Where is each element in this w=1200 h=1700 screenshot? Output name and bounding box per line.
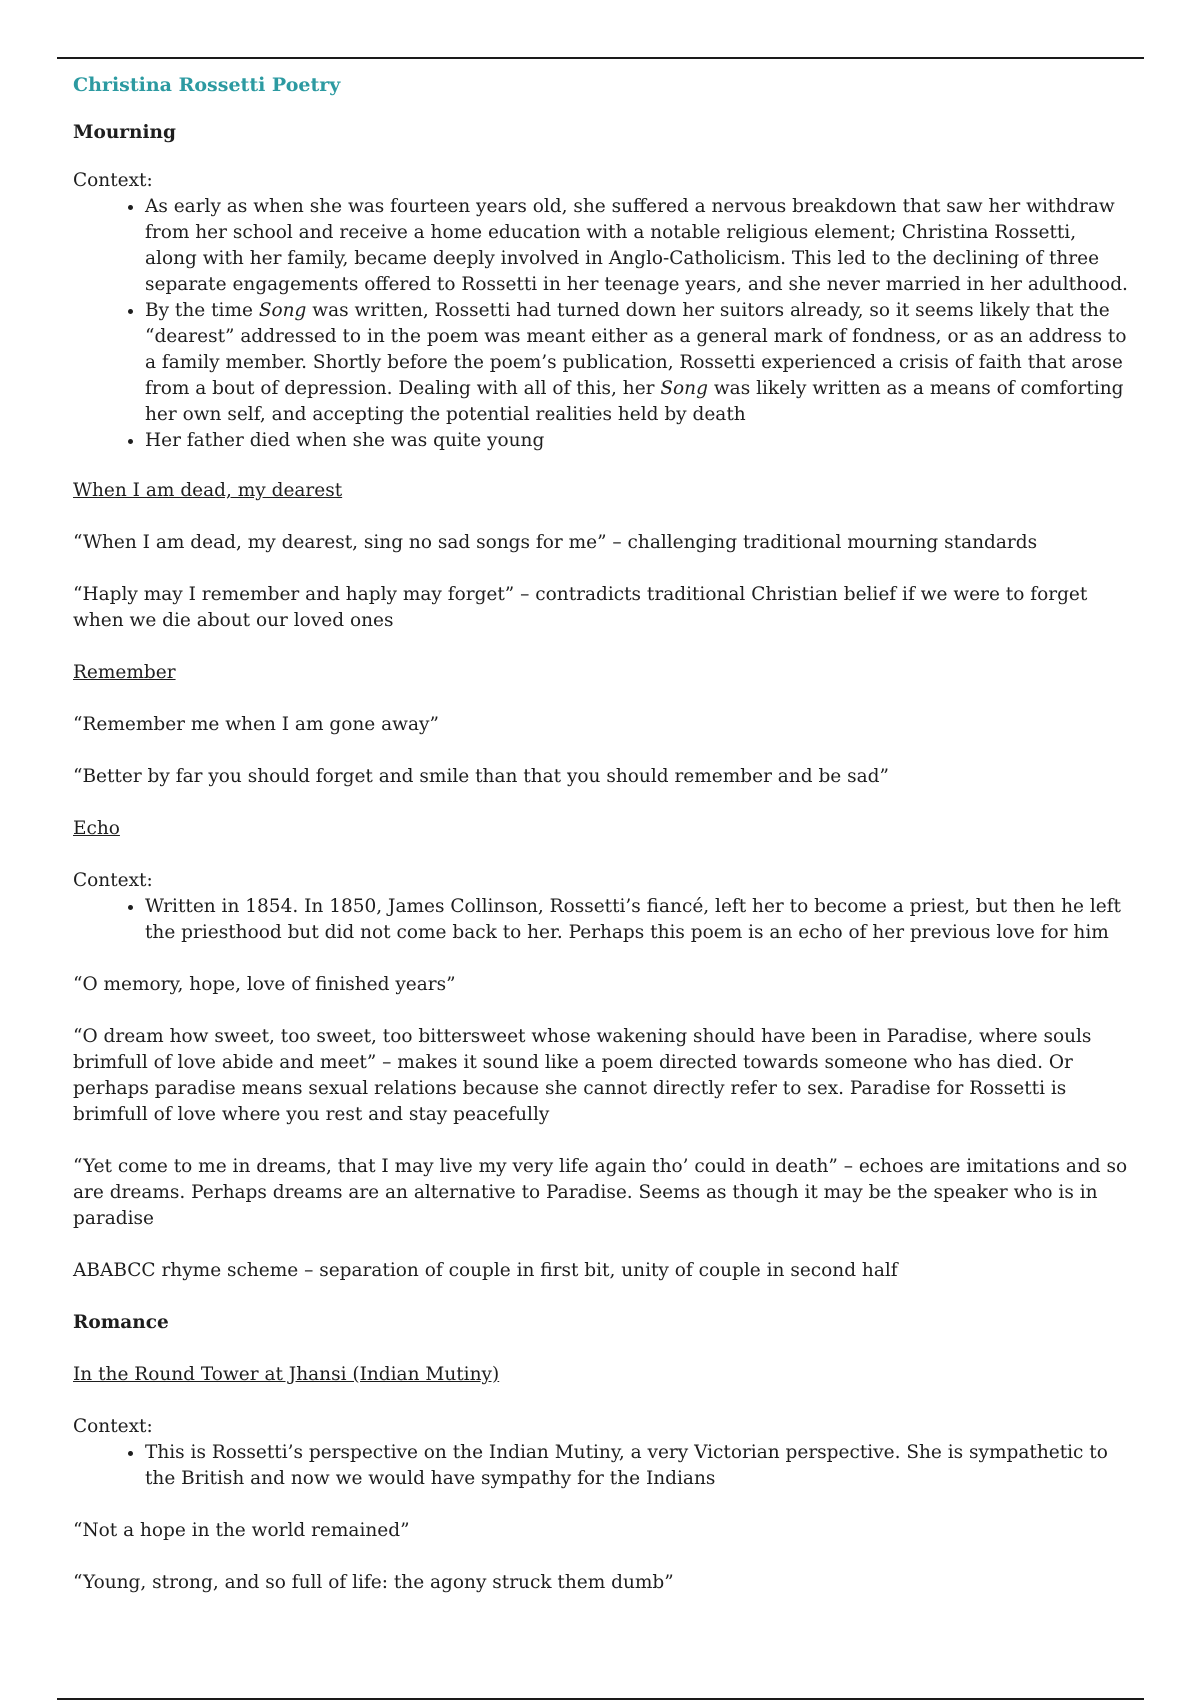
document-title: Christina Rossetti Poetry bbox=[73, 74, 341, 96]
list-item bbox=[145, 1440, 1133, 1492]
quote-paragraph: “Young, strong, and so full of life: the agony struck them dumb” bbox=[73, 1572, 674, 1593]
poem-title-song: Song bbox=[258, 300, 307, 321]
context-label: Context: bbox=[73, 870, 153, 891]
context-list-mourning bbox=[73, 194, 1133, 454]
list-item bbox=[145, 194, 1133, 298]
document-body bbox=[73, 72, 1133, 1622]
list-item-text: This is Rossetti’s perspective on the Indian Mutiny, a very Victorian perspective. She is sympathetic to the British and now we would have sympathy for the Indians bbox=[145, 1442, 1108, 1489]
poem-heading-round-tower: In the Round Tower at Jhansi (Indian Mutiny) bbox=[73, 1364, 500, 1385]
section-heading-mourning: Mourning bbox=[73, 122, 176, 143]
quote-paragraph: “When I am dead, my dearest, sing no sad songs for me” – challenging traditional mourning standards bbox=[73, 532, 1038, 553]
quote-paragraph: “Better by far you should forget and smile than that you should remember and be sad” bbox=[73, 766, 889, 787]
poem-heading-when-i-am-dead: When I am dead, my dearest bbox=[73, 480, 343, 501]
quote-paragraph: “O memory, hope, love of finished years” bbox=[73, 974, 456, 995]
poem-heading-echo: Echo bbox=[73, 818, 120, 839]
list-item bbox=[145, 428, 1133, 454]
quote-paragraph: “Haply may I remember and haply may forget” – contradicts traditional Christian belief if we were to forget when we die about our loved ones bbox=[73, 584, 1088, 631]
list-item bbox=[145, 894, 1133, 946]
list-item-text: Written in 1854. In 1850, James Collinson, Rossetti’s fiancé, left her to become a priest, but then he left the priesthood but did not come back to her. Perhaps this poem is an echo of her previous love for him bbox=[145, 896, 1121, 943]
list-item: • By the time Song was written, Rossetti had turned down her suitors already, so it seems likely that the “dearest” addressed to in the poem was meant either as a general mark of fondness, or as an address to a family member. Shortly before the poem’s publication, Rossetti experienced a crisis of faith that arose from a bout of depression. Dealing with all of this, her Song was likely written as a means of comforting her own self, and accepting the potential realities held by death bbox=[145, 298, 1133, 428]
context-list-round-tower bbox=[73, 1440, 1133, 1492]
list-item-text: As early as when she was fourteen years old, she suffered a nervous breakdown that saw her withdraw from her school and receive a home education with a notable religious element; Christina Rossetti, along with her family, became deeply involved in Anglo-Catholicism. This led to the declining of three separate engagements offered to Rossetti in her teenage years, and she never married in her adulthood. bbox=[145, 196, 1128, 295]
quote-paragraph: “O dream how sweet, too sweet, too bittersweet whose wakening should have been in Paradise, where souls brimfull of love abide and meet” – makes it sound like a poem directed towards someone who has died. Or perhaps paradise means sexual relations because she cannot directly refer to sex. Paradise for Rossetti is brimfull of love where you rest and stay peacefully bbox=[73, 1026, 1092, 1125]
context-list-echo bbox=[73, 894, 1133, 946]
context-label: Context: bbox=[73, 170, 153, 191]
list-item-text: Her father died when she was quite young bbox=[145, 430, 545, 451]
poem-title-song: Song bbox=[660, 378, 708, 399]
quote-paragraph: “Not a hope in the world remained” bbox=[73, 1520, 410, 1541]
context-label: Context: bbox=[73, 1416, 153, 1437]
poem-heading-remember: Remember bbox=[73, 662, 176, 683]
top-rule bbox=[57, 57, 1144, 59]
section-heading-romance: Romance bbox=[73, 1312, 169, 1333]
quote-paragraph: “Yet come to me in dreams, that I may live my very life again tho’ could in death” – echoes are imitations and so are dreams. Perhaps dreams are an alternative to Paradise. Seems as though it may be the speaker who is in paradise bbox=[73, 1156, 1128, 1229]
quote-paragraph: “Remember me when I am gone away” bbox=[73, 714, 439, 735]
analysis-paragraph: ABABCC rhyme scheme – separation of couple in first bit, unity of couple in second half bbox=[73, 1260, 898, 1281]
